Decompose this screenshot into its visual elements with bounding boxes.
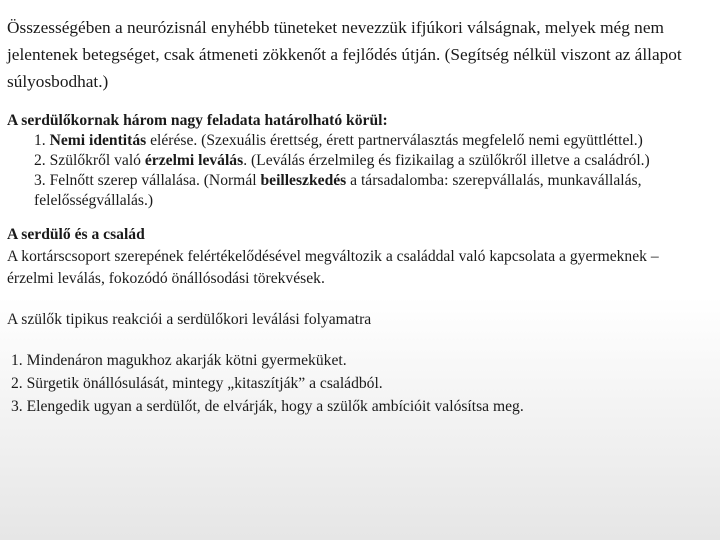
tasks-list [34, 131, 684, 211]
task-item-3 [34, 171, 684, 211]
task-item-3-suffix: a társadalomba: szerepvállalás, munkavállalás, felelősségvállalás.) [34, 172, 642, 209]
tasks-heading: A serdülőkornak három nagy feladata határolható körül: [7, 112, 388, 129]
task-item-2-suffix: . (Leválás érzelmileg és fizikailag a szülőkről illetve a családról.) [243, 152, 650, 169]
slide-content [7, 14, 707, 418]
reaction-item-2: 2. Sürgetik önállósulását, mintegy „kitaszítják” a családból. [11, 375, 383, 392]
task-item-2-prefix: 2. Szülőkről való [34, 152, 145, 169]
reactions-list [11, 349, 707, 418]
task-item-1-suffix: elérése. (Szexuális érettség, érett partnerválasztás megfelelő nemi együttléttel.) [146, 132, 643, 149]
task-item-1-emphasis: Nemi identitás [49, 132, 147, 149]
task-item-3-prefix: 3. Felnőtt szerep vállalása. (Normál [34, 172, 261, 189]
family-section [7, 224, 707, 290]
reaction-item-3: 3. Elengedik ugyan a serdülőt, de elvárják, hogy a szülők ambícióit valósítsa meg. [11, 398, 524, 415]
family-heading: A serdülő és a család [7, 226, 145, 243]
tasks-section [7, 111, 707, 211]
task-item-2 [34, 151, 684, 171]
task-item-3-emphasis: beilleszkedés [260, 172, 347, 189]
family-text: A kortárscsoport szerepének felértékelődésével megváltozik a családdal való kapcsolata a gyermeknek – érzelmi leválás, fokozódó önállósodási törekvések. [7, 248, 659, 287]
task-item-1-prefix: 1. [34, 132, 50, 149]
intro-paragraph: Összességében a neurózisnál enyhébb tüneteket nevezzük ifjúkori válságnak, melyek még nem jelentenek betegséget, csak átmeneti zökkenőt a fejlődés útján. (Segítség nélkül viszont az állapot súlyosbodhat.) [7, 18, 682, 91]
reaction-item-1: 1. Mindenáron magukhoz akarják kötni gyermeküket. [11, 352, 347, 369]
task-item-2-emphasis: érzelmi leválás [144, 152, 244, 169]
reactions-title: A szülők tipikus reakciói a serdülőkori leválási folyamatra [7, 311, 372, 328]
task-item-1 [34, 131, 684, 151]
